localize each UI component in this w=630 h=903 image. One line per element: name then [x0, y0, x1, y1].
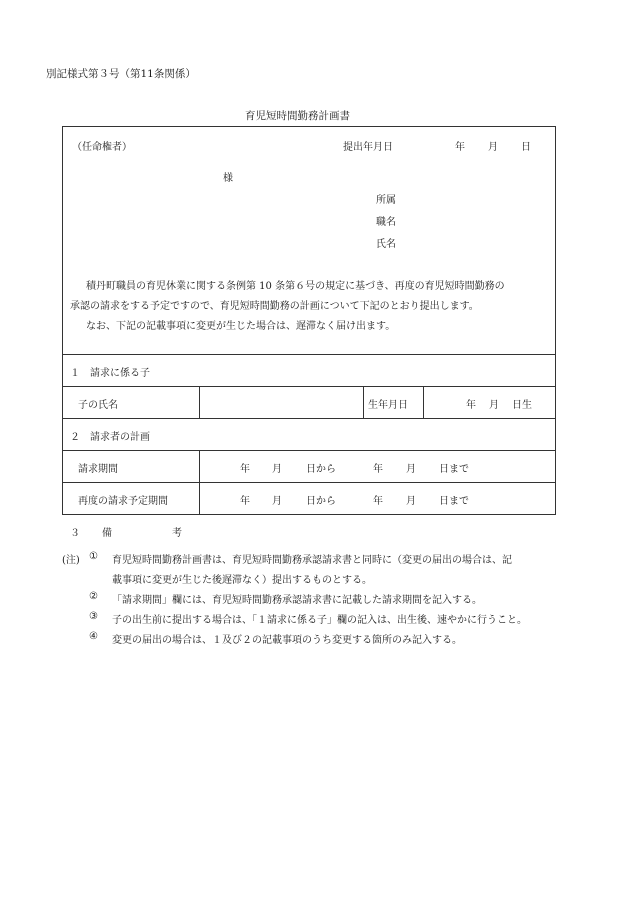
body-para2: なお、下記の記載事項に変更が生じた場合は、遅滞なく届け出ます。: [86, 321, 396, 332]
planned-to-year: 年: [373, 496, 383, 507]
request-from-day: 日から: [306, 464, 336, 475]
note1-line1: 育児短時間勤務計画書は、育児短時間勤務承認請求書と同時に（変更の届出の場合は、記: [112, 555, 512, 566]
submit-month-label: 月: [488, 142, 498, 153]
form-number-label: 別記様式第３号（第11条関係）: [46, 68, 196, 80]
planned-period-label: 再度の請求予定期間: [78, 496, 168, 507]
child-name-label: 子の氏名: [78, 400, 118, 411]
name-label: 氏名: [376, 239, 396, 250]
birth-date-label: 生年月日: [368, 400, 408, 411]
request-to-day: 日まで: [439, 464, 469, 475]
request-from-year: 年: [240, 464, 250, 475]
table-divider: [62, 482, 556, 483]
planned-from-day: 日から: [306, 496, 336, 507]
birth-day-label: 日生: [512, 400, 532, 411]
remarks-char-b: 考: [172, 528, 182, 539]
submit-day-label: 日: [521, 142, 531, 153]
body-para1-line1: 積丹町職員の育児休業に関する条例第 10 条第６号の規定に基づき、再度の育児短時間勤務の: [86, 281, 505, 292]
remarks-char-a: 備: [102, 528, 112, 539]
honorific-label: 様: [223, 173, 233, 184]
position-label: 職名: [376, 217, 396, 228]
notes-prefix: (注): [62, 555, 80, 566]
planned-to-month: 月: [406, 496, 416, 507]
note1-line2: 載事項に変更が生じた後遅滞なく）提出するものとする。: [112, 575, 372, 586]
section2-heading: ２ 請求者の計画: [70, 432, 150, 443]
note4-text: 変更の届出の場合は、１及び２の記載事項のうち変更する箇所のみ記入する。: [112, 635, 462, 646]
table-divider: [62, 354, 556, 355]
table-divider: [62, 450, 556, 451]
note3-mark: ③: [89, 611, 98, 622]
note3-text: 子の出生前に提出する場合は、「１請求に係る子」欄の記入は、出生後、速やかに行うこと。: [112, 615, 527, 626]
submit-year-label: 年: [455, 142, 465, 153]
section1-heading: １ 請求に係る子: [70, 368, 150, 379]
column-divider: [199, 450, 200, 515]
planned-from-year: 年: [240, 496, 250, 507]
appointer-label: （任命権者）: [72, 142, 132, 153]
column-divider: [363, 386, 364, 418]
request-period-label: 請求期間: [78, 464, 118, 475]
submit-date-label: 提出年月日: [343, 142, 393, 153]
note2-text: 「請求期間」欄には、育児短時間勤務承認請求書に記載した請求期間を記入する。: [112, 595, 482, 606]
request-to-year: 年: [373, 464, 383, 475]
planned-from-month: 月: [272, 496, 282, 507]
body-para1-line2: 承認の請求をする予定ですので、育児短時間勤務の計画について下記のとおり提出します。: [70, 301, 479, 312]
birth-year-label: 年: [466, 400, 476, 411]
column-divider: [423, 386, 424, 418]
remarks-number: ３: [70, 528, 80, 539]
request-to-month: 月: [406, 464, 416, 475]
document-title: 育児短時間勤務計画書: [245, 110, 350, 122]
birth-month-label: 月: [489, 400, 499, 411]
child-name-field[interactable]: [200, 387, 362, 417]
note2-mark: ②: [89, 591, 98, 602]
request-from-month: 月: [272, 464, 282, 475]
planned-to-day: 日まで: [439, 496, 469, 507]
affiliation-label: 所属: [376, 195, 396, 206]
note4-mark: ④: [89, 631, 98, 642]
note1-mark: ①: [89, 551, 98, 562]
remarks-field[interactable]: [200, 515, 555, 545]
table-divider: [62, 418, 556, 419]
